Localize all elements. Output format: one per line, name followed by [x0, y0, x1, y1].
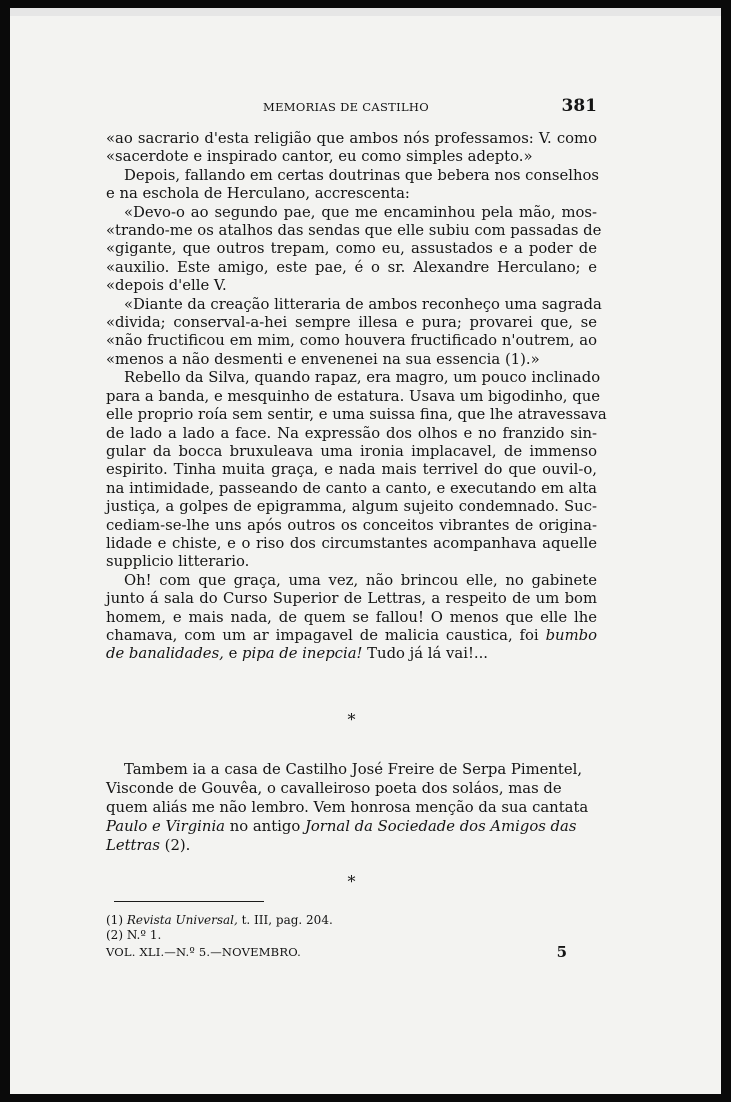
book-page — [10, 8, 721, 1094]
text-line: Rebello da Silva, quando rapaz, era magro, um pouco inclinado — [124, 369, 601, 387]
section-separator: * — [347, 710, 356, 729]
text-line: e na eschola de Herculano, accrescenta: — [106, 185, 410, 203]
footnote-number: (1) — [106, 913, 127, 927]
text-line: «auxilio. Este amigo, este pae, é o sr. Alexandre Herculano; e — [106, 258, 597, 276]
text-line: «Devo-o ao segundo pae, que me encaminhou pela mão, mos- — [124, 203, 597, 221]
italic-phrase: bumbo — [545, 626, 597, 644]
text-line: Oh! com que graça, uma vez, não brincou elle, no gabinete — [124, 571, 597, 589]
text-line: «trando-me os atalhos das sendas que elle subiu com passadas de — [106, 222, 602, 240]
text-line — [106, 818, 576, 854]
text-line: «não fructificou em mim, como houvera fructificado n'outrem, ao — [106, 332, 597, 350]
text-line: junto á sala do Curso Superior de Lettras, a respeito de um bom — [106, 590, 597, 608]
text-line: justiça, a golpes de epigramma, algum sujeito condemnado. Suc- — [106, 498, 597, 516]
text-line: «Diante da creação litteraria de ambos reconheço uma sagrada — [124, 295, 602, 313]
running-header — [106, 96, 597, 118]
text-line: «depois d'elle V. — [106, 277, 227, 295]
text-segment: no antigo — [225, 818, 305, 835]
footnote-ref: t. III, pag. 204. — [237, 913, 333, 927]
text-line: para a banda, e mesquinho de estatura. Usava um bigodinho, que — [106, 387, 600, 405]
text-line: «ao sacrario d'esta religião que ambos nós professamos: V. como — [106, 130, 597, 147]
text-line: homem, e mais nada, de quem se fallou! O menos que elle lhe — [106, 608, 597, 626]
text-line: «gigante, que outros trepam, como eu, assustados e a poder de — [106, 240, 597, 258]
page-number: 381 — [561, 96, 597, 116]
footnote-1 — [106, 913, 597, 928]
text-line: cediam-se-lhe uns após outros os conceitos vibrantes de origina- — [106, 516, 597, 534]
text-segment: e — [223, 645, 243, 663]
text-line: na intimidade, passeando de canto a canto, e executando em alta — [106, 479, 597, 497]
text-line — [106, 627, 597, 645]
text-line: «menos a não desmenti e envenenei na sua essencia (1).» — [106, 350, 540, 368]
text-line: «sacerdote e inspirado cantor, eu como simples adepto.» — [106, 148, 533, 166]
text-segment: Tudo já lá vai!... — [362, 645, 488, 663]
signature-mark: 5 — [556, 943, 567, 961]
section-separator: * — [347, 872, 356, 891]
body-text — [106, 130, 607, 664]
text-line: «divida; conserval-a-hei sempre illesa e pura; provarei que, se — [106, 314, 597, 332]
text-line: de lado a lado a face. Na expressão dos olhos e no franzido sin- — [106, 424, 597, 442]
italic-phrase: Jornal da Sociedade dos Amigos das Lettras — [106, 818, 577, 854]
text-line: Visconde de Gouvêa, o cavalleiroso poeta dos soláos, mas de quem — [106, 780, 562, 816]
text-line: gular da bocca bruxuleava uma ironia implacavel, de immenso — [106, 442, 597, 460]
footnotes — [106, 913, 597, 960]
text-segment: (2). — [159, 837, 191, 854]
text-segment: chamava, com um ar impagavel de malicia caustica, foi — [106, 626, 539, 644]
footnote-2: (2) N.º 1. — [106, 928, 162, 942]
running-title: MEMORIAS DE CASTILHO — [263, 100, 429, 114]
italic-phrase: Paulo — [106, 818, 148, 835]
text-line: supplicio litterario. — [106, 553, 250, 571]
italic-phrase: pipa de inepcia! — [242, 645, 363, 663]
text-line: lidade e chiste, e o riso dos circumstantes acompanhava aquelle — [106, 534, 597, 552]
text-line: elle proprio roía sem sentir, e uma suissa fina, que lhe atravessava — [106, 406, 607, 424]
italic-phrase: de banalidades, — [106, 645, 224, 663]
text-line: espirito. Tinha muita graça, e nada mais terrivel do que ouvil-o, — [106, 461, 597, 479]
italic-phrase: e Virginia — [152, 818, 225, 835]
text-line: Depois, fallando em certas doutrinas que bebera nos conselhos — [124, 166, 600, 184]
text-line — [106, 645, 597, 663]
text-segment: aliás me não lembro. Vem honrosa menção da sua cantata — [152, 799, 589, 816]
footnote-rule — [114, 901, 264, 902]
second-paragraph — [106, 760, 597, 855]
volume-line: VOL. XLI.—N.º 5.—NOVEMBRO. — [106, 945, 302, 959]
text-line: Tambem ia a casa de Castilho José Freire de Serpa Pimentel, — [124, 761, 583, 778]
footnote-source: Revista Universal, — [126, 913, 238, 927]
scan-edge — [10, 8, 721, 16]
